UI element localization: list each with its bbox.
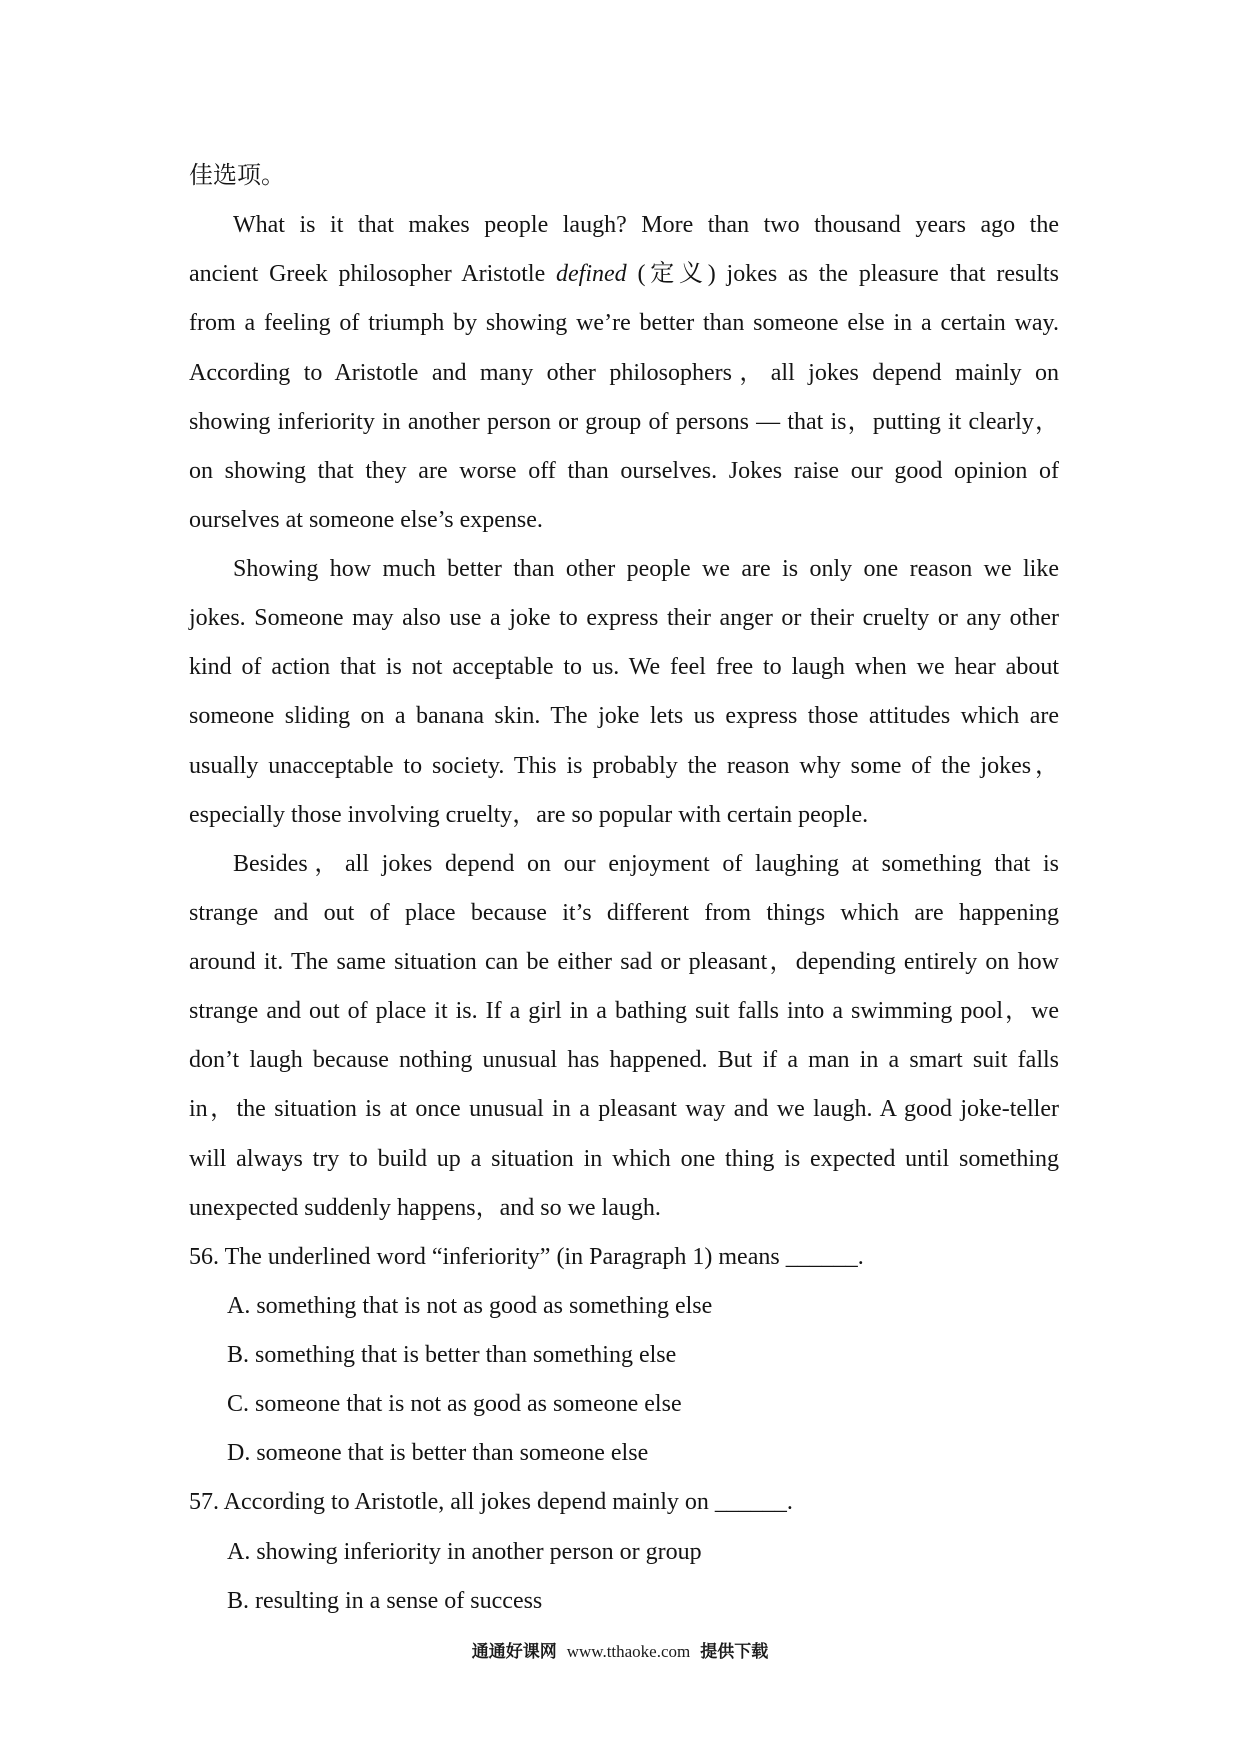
text-line: unexpected suddenly happens，and so we laugh. (189, 1194, 661, 1221)
text-line: strange and out of place it is. If a girl in a bathing suit falls into a swimming pool，we (189, 998, 1059, 1025)
option-a: A. something that is not as good as something else (227, 1292, 713, 1319)
question-stem: 57. According to Aristotle, all jokes depend mainly on ______. (189, 1489, 793, 1516)
option-c: C. someone that is not as good as someone else (227, 1391, 682, 1418)
paragraph-3 (189, 840, 1059, 1233)
option-d: D. someone that is better than someone else (227, 1440, 649, 1467)
option-a: A. showing inferiority in another person or group (227, 1538, 702, 1565)
line-text: ancient Greek philosopher Aristotle (189, 261, 557, 288)
paragraph-2 (189, 545, 1059, 840)
footer-note: 提供下载 (700, 1642, 769, 1661)
passage (189, 152, 1059, 1626)
text-line: According to Aristotle and many other philosophers，all jokes depend mainly on (189, 359, 1059, 386)
text-line: jokes. Someone may also use a joke to express their anger or their cruelty or any other (189, 605, 1059, 632)
text-line: on showing that they are worse off than ourselves. Jokes raise our good opinion of (189, 457, 1059, 484)
text-line: What is it that makes people laugh? More than two thousand years ago the (233, 212, 1059, 239)
text-line: kind of action that is not acceptable to us. We feel free to laugh when we hear about (189, 654, 1059, 681)
footer-url: www.tthaoke.com (566, 1642, 691, 1661)
text-line: Besides，all jokes depend on our enjoyment of laughing at something that is (233, 850, 1059, 877)
question-stem: 56. The underlined word “inferiority” (in Paragraph 1) means ______. (189, 1243, 864, 1270)
text-line: don’t laugh because nothing unusual has happened. But if a man in a smart suit falls (189, 1047, 1059, 1074)
text-line: around it. The same situation can be either sad or pleasant，depending entirely on how (189, 949, 1059, 975)
text-line: someone sliding on a banana skin. The joke lets us express those attitudes which are (189, 703, 1059, 730)
text-line: especially those involving cruelty，are so popular with certain people. (189, 801, 869, 828)
question-57 (189, 1478, 1059, 1625)
text-line: usually unacceptable to society. This is probably the reason why some of the jokes， (189, 752, 1059, 779)
defined-term: defined (556, 261, 627, 288)
text-line: from a feeling of triumph by showing we’re better than someone else in a certain way. (189, 310, 1059, 337)
option-b: B. something that is better than something else (227, 1342, 677, 1368)
question-56 (189, 1233, 1059, 1479)
footer-site-name: 通通好课网 (471, 1642, 557, 1661)
text-line (189, 250, 1059, 299)
text-line: ourselves at someone else’s expense. (189, 506, 543, 533)
text-line: will always try to build up a situation in which one thing is expected until something (189, 1145, 1059, 1172)
text-line: showing inferiority in another person or group of persons — that is，putting it clearly， (189, 408, 1059, 435)
footer-credit (0, 1640, 1240, 1664)
text-line: strange and out of place because it’s different from things which are happening (189, 899, 1059, 926)
text-line: Showing how much better than other people we are is only one reason we like (233, 556, 1059, 582)
text-line: in，the situation is at once unusual in a pleasant way and we laugh. A good joke-teller (189, 1096, 1059, 1123)
option-b: B. resulting in a sense of success (227, 1587, 543, 1614)
line-text: (定义) jokes as the pleasure that results (626, 261, 1060, 288)
paragraph-1 (189, 201, 1059, 545)
instruction-tail: 佳选项。 (189, 163, 285, 189)
